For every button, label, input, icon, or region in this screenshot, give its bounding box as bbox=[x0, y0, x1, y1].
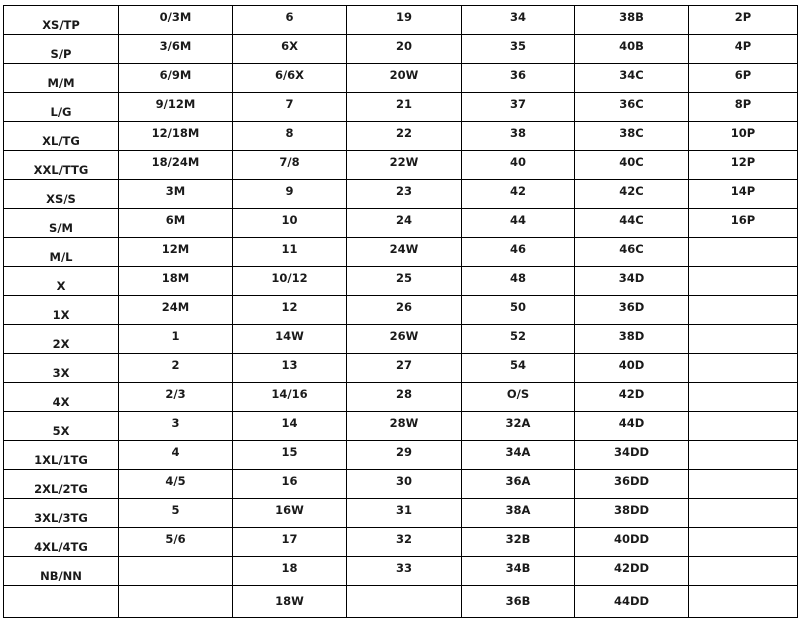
table-cell: 38DD bbox=[575, 499, 689, 528]
table-cell: 3 bbox=[119, 412, 233, 441]
table-cell: 8 bbox=[233, 122, 347, 151]
table-row bbox=[4, 296, 798, 325]
table-cell: 42D bbox=[575, 383, 689, 412]
table-cell: 6 bbox=[233, 6, 347, 35]
table-cell: 54 bbox=[462, 354, 575, 383]
table-cell: 16W bbox=[233, 499, 347, 528]
table-cell bbox=[689, 238, 798, 267]
table-cell bbox=[689, 586, 798, 618]
table-cell bbox=[689, 528, 798, 557]
table-cell: 22W bbox=[347, 151, 462, 180]
table-row bbox=[4, 35, 798, 64]
table-cell: 44D bbox=[575, 412, 689, 441]
table-cell: 16 bbox=[233, 470, 347, 499]
table-cell: 32B bbox=[462, 528, 575, 557]
table-cell: 4/5 bbox=[119, 470, 233, 499]
table-row bbox=[4, 64, 798, 93]
table-cell bbox=[4, 586, 119, 618]
table-cell: 12/18M bbox=[119, 122, 233, 151]
table-cell bbox=[689, 412, 798, 441]
table-cell bbox=[689, 470, 798, 499]
table-cell: 34A bbox=[462, 441, 575, 470]
table-cell: 28 bbox=[347, 383, 462, 412]
table-cell: S/M bbox=[4, 209, 119, 238]
table-cell: 32 bbox=[347, 528, 462, 557]
table-cell: 3X bbox=[4, 354, 119, 383]
table-cell: 11 bbox=[233, 238, 347, 267]
table-cell: 24M bbox=[119, 296, 233, 325]
table-cell: 6/9M bbox=[119, 64, 233, 93]
table-cell: 27 bbox=[347, 354, 462, 383]
table-cell: 29 bbox=[347, 441, 462, 470]
table-cell bbox=[119, 586, 233, 618]
table-cell: 42C bbox=[575, 180, 689, 209]
table-cell bbox=[689, 557, 798, 586]
table-cell: 0/3M bbox=[119, 6, 233, 35]
table-cell: 4 bbox=[119, 441, 233, 470]
table-cell: M/L bbox=[4, 238, 119, 267]
table-row bbox=[4, 93, 798, 122]
table-cell: 44 bbox=[462, 209, 575, 238]
table-cell: 4P bbox=[689, 35, 798, 64]
table-row bbox=[4, 238, 798, 267]
table-cell bbox=[689, 441, 798, 470]
table-cell: 38B bbox=[575, 6, 689, 35]
table-cell: 10 bbox=[233, 209, 347, 238]
table-cell: 18M bbox=[119, 267, 233, 296]
table-row bbox=[4, 383, 798, 412]
table-cell: XXL/TTG bbox=[4, 151, 119, 180]
table-row bbox=[4, 180, 798, 209]
table-cell: 4X bbox=[4, 383, 119, 412]
table-cell: 1 bbox=[119, 325, 233, 354]
table-cell: 3XL/3TG bbox=[4, 499, 119, 528]
table-cell: 9 bbox=[233, 180, 347, 209]
table-cell bbox=[119, 557, 233, 586]
table-cell: O/S bbox=[462, 383, 575, 412]
table-row bbox=[4, 412, 798, 441]
table-cell: 2/3 bbox=[119, 383, 233, 412]
table-cell: 7 bbox=[233, 93, 347, 122]
table-cell: 31 bbox=[347, 499, 462, 528]
table-cell: 28W bbox=[347, 412, 462, 441]
table-cell: 22 bbox=[347, 122, 462, 151]
table-cell: 4XL/4TG bbox=[4, 528, 119, 557]
table-cell: 52 bbox=[462, 325, 575, 354]
table-cell: 7/8 bbox=[233, 151, 347, 180]
table-cell: 46 bbox=[462, 238, 575, 267]
table-cell: 19 bbox=[347, 6, 462, 35]
table-cell: 40DD bbox=[575, 528, 689, 557]
table-cell: 6M bbox=[119, 209, 233, 238]
table-cell: 26W bbox=[347, 325, 462, 354]
table-cell: 20W bbox=[347, 64, 462, 93]
table-cell: 38 bbox=[462, 122, 575, 151]
table-cell: 34 bbox=[462, 6, 575, 35]
table-cell: 48 bbox=[462, 267, 575, 296]
table-cell: 20 bbox=[347, 35, 462, 64]
table-cell: XL/TG bbox=[4, 122, 119, 151]
table-cell: 35 bbox=[462, 35, 575, 64]
table-cell: 3M bbox=[119, 180, 233, 209]
table-cell bbox=[689, 325, 798, 354]
table-cell: 2X bbox=[4, 325, 119, 354]
table-cell: L/G bbox=[4, 93, 119, 122]
table-cell: 44DD bbox=[575, 586, 689, 618]
table-cell: 9/12M bbox=[119, 93, 233, 122]
table-cell: 33 bbox=[347, 557, 462, 586]
table-cell: 17 bbox=[233, 528, 347, 557]
table-cell: 36 bbox=[462, 64, 575, 93]
table-cell: XS/TP bbox=[4, 6, 119, 35]
table-cell: 25 bbox=[347, 267, 462, 296]
table-cell: 2XL/2TG bbox=[4, 470, 119, 499]
table-cell: 13 bbox=[233, 354, 347, 383]
table-cell: 40 bbox=[462, 151, 575, 180]
table-cell: X bbox=[4, 267, 119, 296]
table-cell: 40D bbox=[575, 354, 689, 383]
table-cell: 46C bbox=[575, 238, 689, 267]
table-cell: 12M bbox=[119, 238, 233, 267]
table-cell: 36DD bbox=[575, 470, 689, 499]
table-cell: 42 bbox=[462, 180, 575, 209]
table-cell: 1X bbox=[4, 296, 119, 325]
table-cell: 36B bbox=[462, 586, 575, 618]
table-cell: 5/6 bbox=[119, 528, 233, 557]
table-cell: S/P bbox=[4, 35, 119, 64]
table-cell: 18W bbox=[233, 586, 347, 618]
table-cell: 12P bbox=[689, 151, 798, 180]
table-row bbox=[4, 325, 798, 354]
table-cell bbox=[689, 499, 798, 528]
table-cell: 2P bbox=[689, 6, 798, 35]
table-cell: 24 bbox=[347, 209, 462, 238]
table-cell: 34C bbox=[575, 64, 689, 93]
table-row bbox=[4, 499, 798, 528]
table-cell: 40C bbox=[575, 151, 689, 180]
table-cell: 50 bbox=[462, 296, 575, 325]
table-cell: 34B bbox=[462, 557, 575, 586]
table-cell: 18 bbox=[233, 557, 347, 586]
table-cell: XS/S bbox=[4, 180, 119, 209]
table-cell: 3/6M bbox=[119, 35, 233, 64]
table-cell: 18/24M bbox=[119, 151, 233, 180]
table-cell: 14P bbox=[689, 180, 798, 209]
table-row bbox=[4, 209, 798, 238]
table-cell: 37 bbox=[462, 93, 575, 122]
table-cell bbox=[347, 586, 462, 618]
table-row bbox=[4, 470, 798, 499]
table-cell: 34D bbox=[575, 267, 689, 296]
table-cell: 14/16 bbox=[233, 383, 347, 412]
table-cell: 8P bbox=[689, 93, 798, 122]
table-cell: 12 bbox=[233, 296, 347, 325]
table-cell: 44C bbox=[575, 209, 689, 238]
table-cell bbox=[689, 383, 798, 412]
table-cell bbox=[689, 354, 798, 383]
table-cell: 14W bbox=[233, 325, 347, 354]
table-cell: 6X bbox=[233, 35, 347, 64]
table-row bbox=[4, 122, 798, 151]
table-cell: 34DD bbox=[575, 441, 689, 470]
table-cell: 16P bbox=[689, 209, 798, 238]
table-cell: 38C bbox=[575, 122, 689, 151]
table-row bbox=[4, 586, 798, 618]
table-cell: 2 bbox=[119, 354, 233, 383]
table-cell: 6P bbox=[689, 64, 798, 93]
table-row bbox=[4, 267, 798, 296]
table-cell: 36A bbox=[462, 470, 575, 499]
table-cell: 21 bbox=[347, 93, 462, 122]
table-row bbox=[4, 557, 798, 586]
table-row bbox=[4, 441, 798, 470]
table-cell bbox=[689, 267, 798, 296]
table-cell: NB/NN bbox=[4, 557, 119, 586]
table-cell: 1XL/1TG bbox=[4, 441, 119, 470]
table-cell: 36D bbox=[575, 296, 689, 325]
table-cell: 5 bbox=[119, 499, 233, 528]
table-cell: 36C bbox=[575, 93, 689, 122]
table-cell: 32A bbox=[462, 412, 575, 441]
table-cell: 26 bbox=[347, 296, 462, 325]
table-cell: 38D bbox=[575, 325, 689, 354]
table-cell: 6/6X bbox=[233, 64, 347, 93]
table-row bbox=[4, 354, 798, 383]
table-cell: 15 bbox=[233, 441, 347, 470]
table-cell: 42DD bbox=[575, 557, 689, 586]
size-table-body bbox=[4, 6, 798, 618]
size-table bbox=[3, 5, 798, 618]
table-cell: 40B bbox=[575, 35, 689, 64]
table-cell: 23 bbox=[347, 180, 462, 209]
table-cell bbox=[689, 296, 798, 325]
table-cell: 38A bbox=[462, 499, 575, 528]
table-cell: 24W bbox=[347, 238, 462, 267]
table-row bbox=[4, 528, 798, 557]
table-cell: 10/12 bbox=[233, 267, 347, 296]
table-cell: 30 bbox=[347, 470, 462, 499]
table-row bbox=[4, 6, 798, 35]
table-cell: M/M bbox=[4, 64, 119, 93]
table-cell: 10P bbox=[689, 122, 798, 151]
table-cell: 5X bbox=[4, 412, 119, 441]
table-row bbox=[4, 151, 798, 180]
table-cell: 14 bbox=[233, 412, 347, 441]
